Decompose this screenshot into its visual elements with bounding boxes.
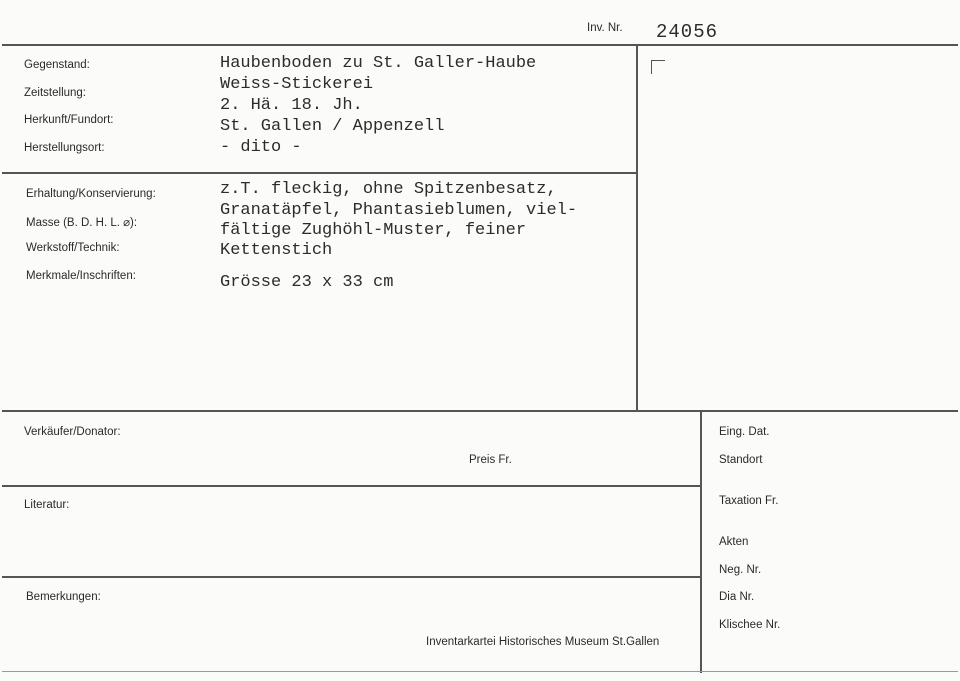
description-line-4: Kettenstich bbox=[220, 241, 333, 260]
label-preis: Preis Fr. bbox=[469, 454, 512, 466]
photo-corner-mark bbox=[651, 60, 665, 74]
value-line-2: Weiss-Stickerei bbox=[220, 75, 374, 94]
description-line-3: fältige Zughöhl-Muster, feiner bbox=[220, 221, 527, 240]
label-werkstoff: Werkstoff/Technik: bbox=[26, 242, 120, 254]
middle-divider bbox=[2, 410, 958, 412]
label-standort: Standort bbox=[719, 454, 763, 466]
label-bemerkungen: Bemerkungen: bbox=[26, 591, 101, 603]
value-line-5: - dito - bbox=[220, 138, 302, 157]
value-line-1: Haubenboden zu St. Galler-Haube bbox=[220, 54, 537, 73]
label-herkunft: Herkunft/Fundort: bbox=[24, 114, 114, 126]
label-herstellungsort: Herstellungsort: bbox=[24, 142, 105, 154]
inv-number-label: Inv. Nr. bbox=[587, 22, 623, 34]
top-divider bbox=[2, 44, 958, 46]
section1-divider bbox=[2, 172, 638, 174]
label-verkaeufer: Verkäufer/Donator: bbox=[24, 426, 121, 438]
label-eing-dat: Eing. Dat. bbox=[719, 426, 770, 438]
description-line-1: z.T. fleckig, ohne Spitzenbesatz, bbox=[220, 180, 557, 199]
value-line-4: St. Gallen / Appenzell bbox=[220, 117, 445, 136]
label-merkmale: Merkmale/Inschriften: bbox=[26, 270, 136, 282]
size-note: Grösse 23 x 33 cm bbox=[220, 273, 394, 292]
label-zeitstellung: Zeitstellung: bbox=[24, 87, 87, 99]
literature-divider bbox=[2, 485, 701, 487]
value-line-3: 2. Hä. 18. Jh. bbox=[220, 96, 363, 115]
inv-number-value: 24056 bbox=[656, 21, 719, 43]
label-dia-nr: Dia Nr. bbox=[719, 591, 755, 603]
label-masse: Masse (B. D. H. L. ⌀): bbox=[26, 217, 138, 229]
bottom-border bbox=[2, 671, 958, 672]
card-footer: Inventarkartei Historisches Museum St.Gallen bbox=[426, 636, 660, 648]
label-neg-nr: Neg. Nr. bbox=[719, 564, 762, 576]
label-erhaltung: Erhaltung/Konservierung: bbox=[26, 188, 156, 200]
label-gegenstand: Gegenstand: bbox=[24, 59, 90, 71]
label-klischee-nr: Klischee Nr. bbox=[719, 619, 781, 631]
lower-right-divider bbox=[700, 411, 702, 673]
remarks-divider bbox=[2, 576, 701, 578]
label-akten: Akten bbox=[719, 536, 749, 548]
label-literatur: Literatur: bbox=[24, 499, 70, 511]
label-taxation: Taxation Fr. bbox=[719, 495, 779, 507]
photo-box-divider bbox=[636, 45, 638, 412]
description-line-2: Granatäpfel, Phantasieblumen, viel- bbox=[220, 201, 578, 220]
